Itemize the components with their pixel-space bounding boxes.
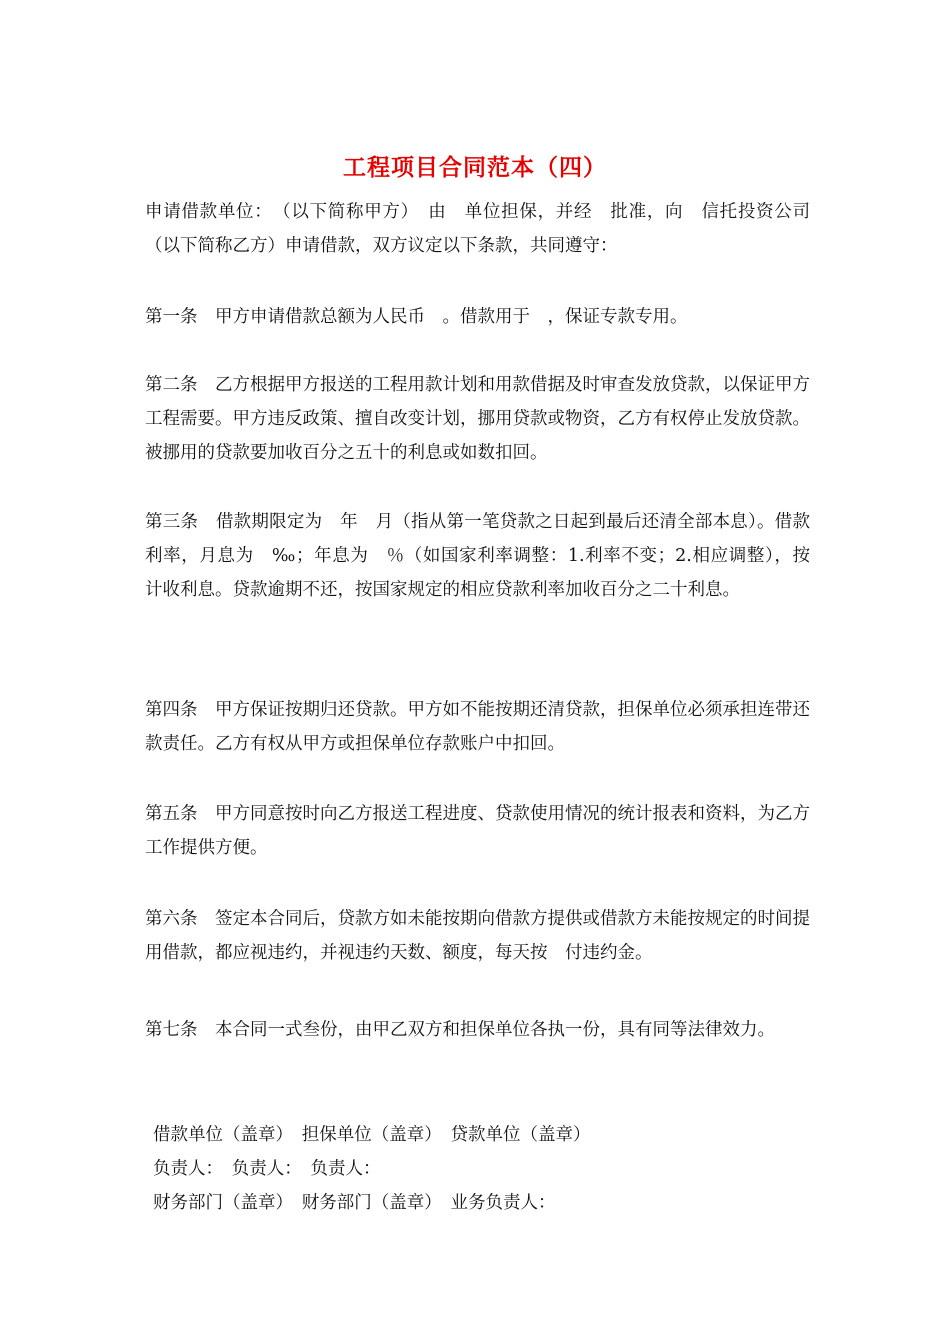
article-4: 第四条 甲方保证按期归还贷款。甲方如不能按期还清贷款，担保单位必须承担连带还款责任。乙方有权从甲方或担保单位存款账户中扣回。 [145, 700, 810, 754]
signature-line-finance: 财务部门（盖章） 财务部门（盖章） 业务负责人： [153, 1193, 556, 1213]
article-3: 第三条 借款期限定为 年 月（指从第一笔贷款之日起到最后还清全部本息）。借款利率，月息为 ‰；年息为 ％（如国家利率调整：1.利率不变；2.相应调整），按 计收利息。贷款逾期不还，按国家规定的相应贷款利率加收百分之二十利息。 [145, 512, 828, 600]
article-2: 第二条 乙方根据甲方报送的工程用款计划和用款借据及时审查发放贷款，以保证甲方工程需要。甲方违反政策、擅自改变计划，挪用贷款或物资，乙方有权停止发放贷款。被挪用的贷款要加收百分之五十的利息或如数扣回。 [145, 375, 810, 463]
article-6: 第六条 签定本合同后，贷款方如未能按期向借款方提供或借款方未能按规定的时间提用借款，都应视违约，并视违约天数、额度，每天按 付违约金。 [145, 909, 810, 963]
article-7: 第七条 本合同一式叁份，由甲乙双方和担保单位各执一份，具有同等法律效力。 [145, 1020, 775, 1040]
article-5: 第五条 甲方同意按时向乙方报送工程进度、贷款使用情况的统计报表和资料，为乙方工作提供方便。 [145, 804, 810, 858]
intro-paragraph: 申请借款单位： （以下简称甲方） 由 单位担保，并经 批准，向 信托投资公司（以下简称乙方）申请借款，双方议定以下条款，共同遵守： [145, 202, 810, 256]
document-title: 工程项目合同范本（四） [343, 154, 607, 181]
signature-line-persons: 负责人： 负责人： 负责人： [153, 1159, 381, 1179]
signature-line-seals: 借款单位（盖章） 担保单位（盖章） 贷款单位（盖章） [153, 1125, 591, 1145]
article-1: 第一条 甲方申请借款总额为人民币 。借款用于 ，保证专款专用。 [145, 307, 688, 327]
